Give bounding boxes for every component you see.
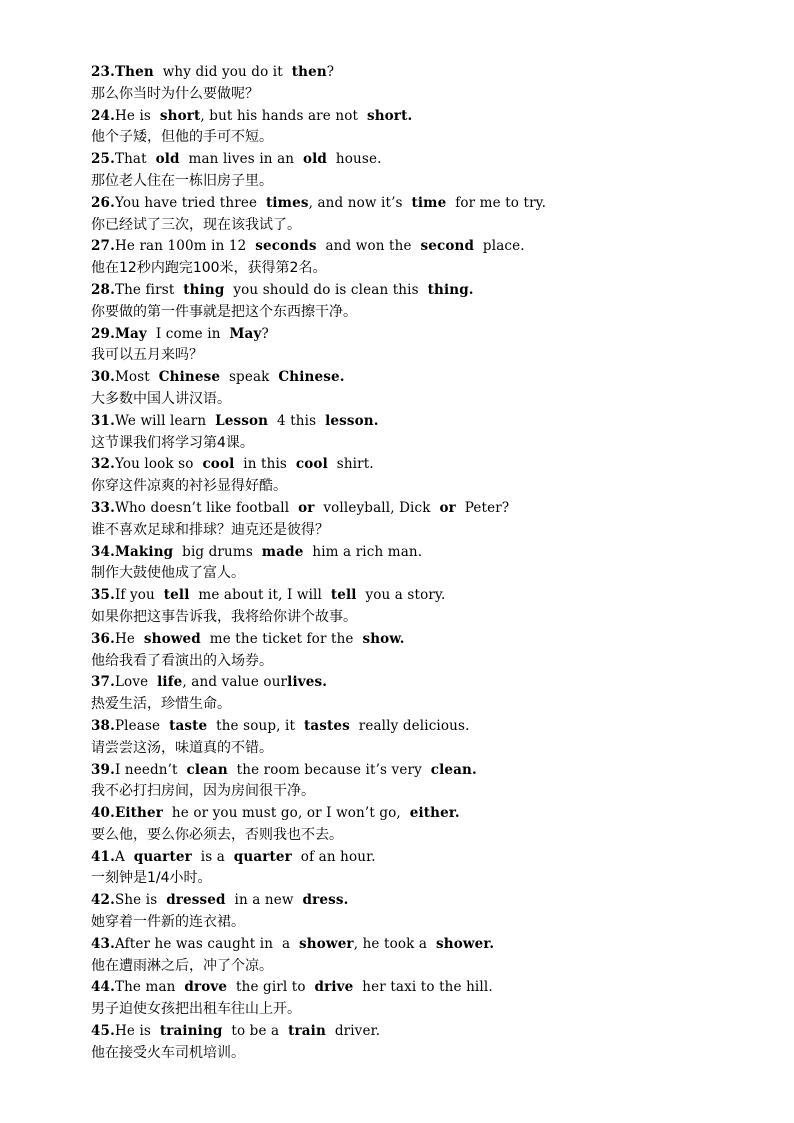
sentence-entry <box>91 672 751 716</box>
keyword: quarter <box>233 848 292 865</box>
sentence-entry <box>91 280 751 324</box>
keyword: thing. <box>427 281 474 298</box>
keyword: dressed <box>166 892 226 909</box>
english-sentence <box>91 977 751 999</box>
sentence-text: in this <box>234 456 296 473</box>
sentence-entry <box>91 585 751 629</box>
sentence-entry <box>91 236 751 280</box>
sentence-entry <box>91 803 751 847</box>
english-sentence <box>91 149 751 171</box>
english-sentence <box>91 454 751 476</box>
sentence-entry <box>91 367 751 411</box>
sentence-entry <box>91 411 751 455</box>
sentence-entry <box>91 193 751 237</box>
sentence-text: in a new <box>225 892 303 909</box>
english-sentence <box>91 672 751 694</box>
entry-number: 29. <box>91 325 115 342</box>
chinese-translation: 他个子矮，但他的手可不短。 <box>91 129 273 146</box>
keyword: lives. <box>287 674 328 691</box>
sentence-text: 4 this <box>268 412 326 429</box>
chinese-translation: 这节课我们将学习第4课。 <box>91 434 254 451</box>
sentence-text: the room because it’s very <box>227 761 431 778</box>
chinese-translation: 我不必打扫房间，因为房间很干净。 <box>91 783 315 800</box>
entry-number: 28. <box>91 281 115 298</box>
sentence-entry <box>91 454 751 498</box>
entry-number: 34. <box>91 543 115 560</box>
sentence-text: He is <box>114 1023 160 1040</box>
entry-number: 42. <box>91 892 115 909</box>
entry-number: 32. <box>91 456 115 473</box>
sentence-text: her taxi to the hill. <box>353 979 493 996</box>
english-sentence <box>91 934 751 956</box>
entry-number: 24. <box>91 107 115 124</box>
chinese-translation: 他在遭雨淋之后，冲了个凉。 <box>91 957 273 974</box>
entry-number: 30. <box>91 369 115 386</box>
sentence-text: man lives in an <box>179 151 303 168</box>
sentence-text: of an hour. <box>291 848 376 865</box>
english-sentence <box>91 716 751 738</box>
sentence-text: A <box>114 848 134 865</box>
keyword: times <box>266 194 309 211</box>
sentence-text: he or you must go, or I won’t go, <box>163 805 410 822</box>
sentence-text: and won the <box>316 238 421 255</box>
english-sentence <box>91 1021 751 1043</box>
entry-number: 43. <box>91 935 115 952</box>
sentence-text: The first <box>114 281 184 298</box>
english-sentence <box>91 236 751 258</box>
keyword: Making <box>114 543 174 560</box>
keyword: showed <box>143 630 201 647</box>
sentence-entry <box>91 542 751 586</box>
entry-number: 39. <box>91 761 115 778</box>
sentence-text: The man <box>114 979 185 996</box>
sentence-text: to be a <box>222 1023 289 1040</box>
english-sentence <box>91 760 751 782</box>
english-sentence <box>91 585 751 607</box>
keyword: either. <box>409 805 460 822</box>
keyword: quarter <box>133 848 192 865</box>
sentence-text: , he took a <box>353 935 436 952</box>
entry-number: 25. <box>91 151 115 168</box>
entry-number: 36. <box>91 630 115 647</box>
sentence-text: ? <box>326 64 335 80</box>
english-sentence <box>91 367 751 389</box>
english-sentence <box>91 106 751 128</box>
chinese-translation: 他在接受火车司机培训。 <box>91 1044 245 1061</box>
sentence-text: house. <box>327 151 382 168</box>
keyword: time <box>411 194 447 211</box>
sentence-entry <box>91 629 751 673</box>
keyword: thing <box>183 281 225 298</box>
sentence-text: me the ticket for the <box>200 630 363 647</box>
keyword: Lesson <box>215 412 269 429</box>
sentence-text: you should do is clean this <box>224 281 428 298</box>
entry-number: 38. <box>91 717 115 734</box>
sentence-text: I come in <box>146 325 230 342</box>
chinese-translation: 他给我看了看演出的入场券。 <box>91 652 273 669</box>
keyword: Either <box>114 805 164 822</box>
keyword: taste <box>169 717 208 734</box>
chinese-translation: 要么他，要么你必须去，否则我也不去。 <box>91 826 343 843</box>
entry-number: 40. <box>91 805 115 822</box>
sentence-text: volleyball, Dick <box>314 499 440 516</box>
english-sentence <box>91 803 751 825</box>
keyword: old <box>303 151 328 168</box>
sentence-text: really delicious. <box>349 717 470 734</box>
sentence-entry <box>91 106 751 150</box>
sentence-text: He is <box>114 107 160 124</box>
sentence-text: Who doesn’t like football <box>114 499 299 516</box>
keyword: train <box>288 1023 326 1040</box>
sentence-text: for me to try. <box>446 194 547 211</box>
sentence-list <box>91 62 751 1065</box>
sentence-text: ? <box>261 325 269 342</box>
sentence-entry <box>91 760 751 804</box>
chinese-translation: 制作大鼓使他成了富人。 <box>91 565 245 582</box>
sentence-entry <box>91 716 751 760</box>
sentence-text: After he was caught in a <box>114 935 300 952</box>
sentence-entry <box>91 62 751 106</box>
sentence-text: him a rich man. <box>303 543 423 560</box>
keyword: or <box>439 499 456 516</box>
keyword: then <box>291 64 327 80</box>
keyword: Chinese. <box>278 369 345 386</box>
sentence-entry <box>91 977 751 1021</box>
chinese-translation: 那么你当时为什么要做呢？ <box>91 85 259 102</box>
entry-number: 37. <box>91 674 115 691</box>
sentence-text: you a story. <box>356 587 446 604</box>
keyword: tastes <box>303 717 350 734</box>
entry-number: 41. <box>91 848 115 865</box>
chinese-translation: 请尝尝这汤，味道真的不错。 <box>91 739 273 756</box>
keyword: made <box>261 543 304 560</box>
keyword: old <box>155 151 180 168</box>
sentence-text: I needn’t <box>114 761 187 778</box>
chinese-translation: 那位老人住在一栋旧房子里。 <box>91 172 273 189</box>
sentence-entry <box>91 847 751 891</box>
english-sentence <box>91 847 751 869</box>
sentence-text: She is <box>114 892 167 909</box>
sentence-text: Please <box>114 717 170 734</box>
keyword: cool <box>202 456 235 473</box>
keyword: short <box>159 107 201 124</box>
sentence-text: We will learn <box>114 412 216 429</box>
chinese-translation: 热爱生活，珍惜生命。 <box>91 696 231 713</box>
sentence-entry <box>91 934 751 978</box>
sentence-text: Peter? <box>455 499 510 516</box>
sentence-entry <box>91 149 751 193</box>
sentence-text: why did you do it <box>153 64 292 80</box>
sentence-entry <box>91 1021 751 1065</box>
keyword: Then <box>114 64 154 80</box>
english-sentence <box>91 890 751 912</box>
entry-number: 35. <box>91 587 115 604</box>
keyword: May <box>114 325 147 342</box>
sentence-text: place. <box>474 238 525 255</box>
entry-number: 26. <box>91 194 115 211</box>
sentence-text: the girl to <box>227 979 315 996</box>
chinese-translation: 你穿这件凉爽的衬衫显得好酷。 <box>91 478 287 495</box>
english-sentence <box>91 193 751 215</box>
sentence-text: big drums <box>173 543 262 560</box>
sentence-text: me about it, I will <box>189 587 331 604</box>
entry-number: 33. <box>91 499 115 516</box>
chinese-translation: 你要做的第一件事就是把这个东西擦干净。 <box>91 303 357 320</box>
sentence-text: You have tried three <box>114 194 266 211</box>
sentence-entry <box>91 324 751 368</box>
keyword: drive <box>314 979 354 996</box>
english-sentence <box>91 324 751 346</box>
entry-number: 31. <box>91 412 115 429</box>
sentence-text: Most <box>114 369 159 386</box>
sentence-text: He <box>114 630 144 647</box>
sentence-text: Love <box>114 674 158 691</box>
keyword: training <box>159 1023 223 1040</box>
keyword: tell <box>163 587 190 604</box>
entry-number: 27. <box>91 238 115 255</box>
sentence-text: the soup, it <box>207 717 304 734</box>
chinese-translation: 大多数中国人讲汉语。 <box>91 390 231 407</box>
keyword: clean <box>186 761 228 778</box>
sentence-text: , but his hands are not <box>200 107 367 124</box>
english-sentence <box>91 629 751 651</box>
chinese-translation: 他在12秒内跑完100米，获得第2名。 <box>91 260 327 277</box>
keyword: tell <box>330 587 357 604</box>
keyword: seconds <box>255 238 317 255</box>
keyword: life <box>157 674 183 691</box>
chinese-translation: 谁不喜欢足球和排球？迪克还是彼得？ <box>91 521 329 538</box>
keyword: lesson. <box>325 412 379 429</box>
entry-number: 23. <box>91 64 115 80</box>
keyword: clean. <box>430 761 477 778</box>
sentence-text: driver. <box>325 1023 381 1040</box>
keyword: show. <box>362 630 405 647</box>
chinese-translation: 一刻钟是1/4小时。 <box>91 870 212 887</box>
sentence-text: He ran 100m in 12 <box>114 238 256 255</box>
english-sentence <box>91 411 751 433</box>
chinese-translation: 你已经试了三次，现在该我试了。 <box>91 216 301 233</box>
english-sentence <box>91 542 751 564</box>
sentence-text: That <box>114 151 156 168</box>
english-sentence <box>91 62 751 84</box>
keyword: cool <box>295 456 328 473</box>
entry-number: 45. <box>91 1023 115 1040</box>
chinese-translation: 男子迫使女孩把出租车往山上开。 <box>91 1001 301 1018</box>
sentence-text: If you <box>114 587 164 604</box>
chinese-translation: 她穿着一件新的连衣裙。 <box>91 914 245 931</box>
sentence-text: is a <box>191 848 234 865</box>
keyword: second <box>420 238 475 255</box>
keyword: dress. <box>302 892 349 909</box>
keyword: Chinese <box>158 369 221 386</box>
keyword: shower <box>299 935 354 952</box>
keyword: or <box>298 499 315 516</box>
keyword: short. <box>366 107 413 124</box>
keyword: drove <box>184 979 228 996</box>
sentence-text: , and value our <box>182 674 288 691</box>
sentence-text: You look so <box>114 456 203 473</box>
keyword: shower. <box>436 935 495 952</box>
keyword: May <box>229 325 262 342</box>
entry-number: 44. <box>91 979 115 996</box>
sentence-entry <box>91 498 751 542</box>
sentence-text: , and now it’s <box>308 194 412 211</box>
sentence-text: speak <box>220 369 279 386</box>
chinese-translation: 如果你把这事告诉我，我将给你讲个故事。 <box>91 608 357 625</box>
sentence-entry <box>91 890 751 934</box>
english-sentence <box>91 280 751 302</box>
chinese-translation: 我可以五月来吗？ <box>91 347 203 364</box>
english-sentence <box>91 498 751 520</box>
sentence-text: shirt. <box>327 456 374 473</box>
